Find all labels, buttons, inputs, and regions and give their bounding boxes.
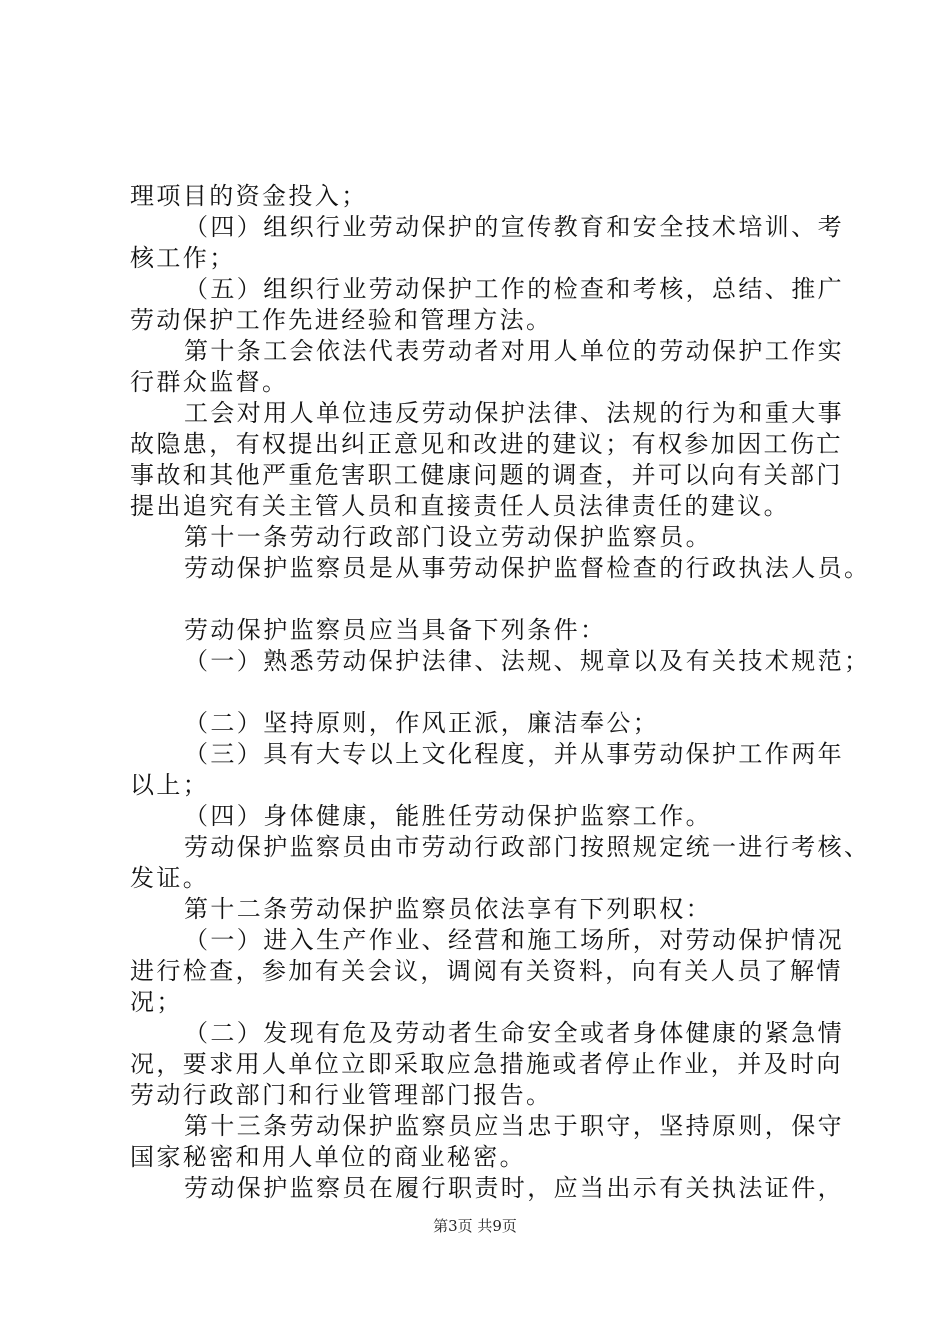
text-line: 劳动保护工作先进经验和管理方法。 bbox=[130, 306, 553, 334]
text-line: （四）组织行业劳动保护的宣传教育和安全技术培训、考 bbox=[184, 213, 844, 241]
text-line: 进行检查，参加有关会议，调阅有关资料，向有关人员了解情 bbox=[130, 957, 843, 985]
text-line: 劳动保护监察员在履行职责时，应当出示有关执法证件， bbox=[184, 1174, 844, 1202]
text-line: （一）进入生产作业、经营和施工场所，对劳动保护情况 bbox=[184, 926, 844, 954]
text-line: 国家秘密和用人单位的商业秘密。 bbox=[130, 1143, 526, 1171]
text-line: （二）发现有危及劳动者生命安全或者身体健康的紧急情 bbox=[184, 1019, 844, 1047]
text-line: （四）身体健康，能胜任劳动保护监察工作。 bbox=[184, 802, 712, 830]
text-line: （五）组织行业劳动保护工作的检查和考核，总结、推广 bbox=[184, 275, 844, 303]
text-line: 第十三条劳动保护监察员应当忠于职守，坚持原则，保守 bbox=[184, 1112, 844, 1140]
text-line: 故隐患，有权提出纠正意见和改进的建议；有权参加因工伤亡 bbox=[130, 430, 843, 458]
text-line: 核工作； bbox=[130, 244, 236, 272]
text-line: （三）具有大专以上文化程度，并从事劳动保护工作两年 bbox=[184, 740, 844, 768]
text-line: 第十二条劳动保护监察员依法享有下列职权： bbox=[184, 895, 712, 923]
text-line: 以上； bbox=[130, 771, 210, 799]
text-line: （一）熟悉劳动保护法律、法规、规章以及有关技术规范； bbox=[184, 647, 871, 675]
text-line: 劳动行政部门和行业管理部门报告。 bbox=[130, 1081, 553, 1109]
text-line: 发证。 bbox=[130, 864, 210, 892]
text-line: 理项目的资金投入； bbox=[130, 182, 368, 210]
text-line: 提出追究有关主管人员和直接责任人员法律责任的建议。 bbox=[130, 492, 790, 520]
text-line: 劳动保护监察员应当具备下列条件： bbox=[184, 616, 607, 644]
text-line: 工会对用人单位违反劳动保护法律、法规的行为和重大事 bbox=[184, 399, 844, 427]
page-number-footer: 第3页 共9页 bbox=[433, 1217, 517, 1235]
text-line: 行群众监督。 bbox=[130, 368, 289, 396]
text-line: 第十条工会依法代表劳动者对用人单位的劳动保护工作实 bbox=[184, 337, 844, 365]
text-line: 事故和其他严重危害职工健康问题的调查，并可以向有关部门 bbox=[130, 461, 843, 489]
text-line: 第十一条劳动行政部门设立劳动保护监察员。 bbox=[184, 523, 712, 551]
text-line: 况； bbox=[130, 988, 183, 1016]
text-line: 劳动保护监察员由市劳动行政部门按照规定统一进行考核、 bbox=[184, 833, 871, 861]
text-line: （二）坚持原则，作风正派，廉洁奉公； bbox=[184, 709, 660, 737]
text-line: 劳动保护监察员是从事劳动保护监督检查的行政执法人员。 bbox=[184, 554, 871, 582]
text-line: 况，要求用人单位立即采取应急措施或者停止作业，并及时向 bbox=[130, 1050, 843, 1078]
